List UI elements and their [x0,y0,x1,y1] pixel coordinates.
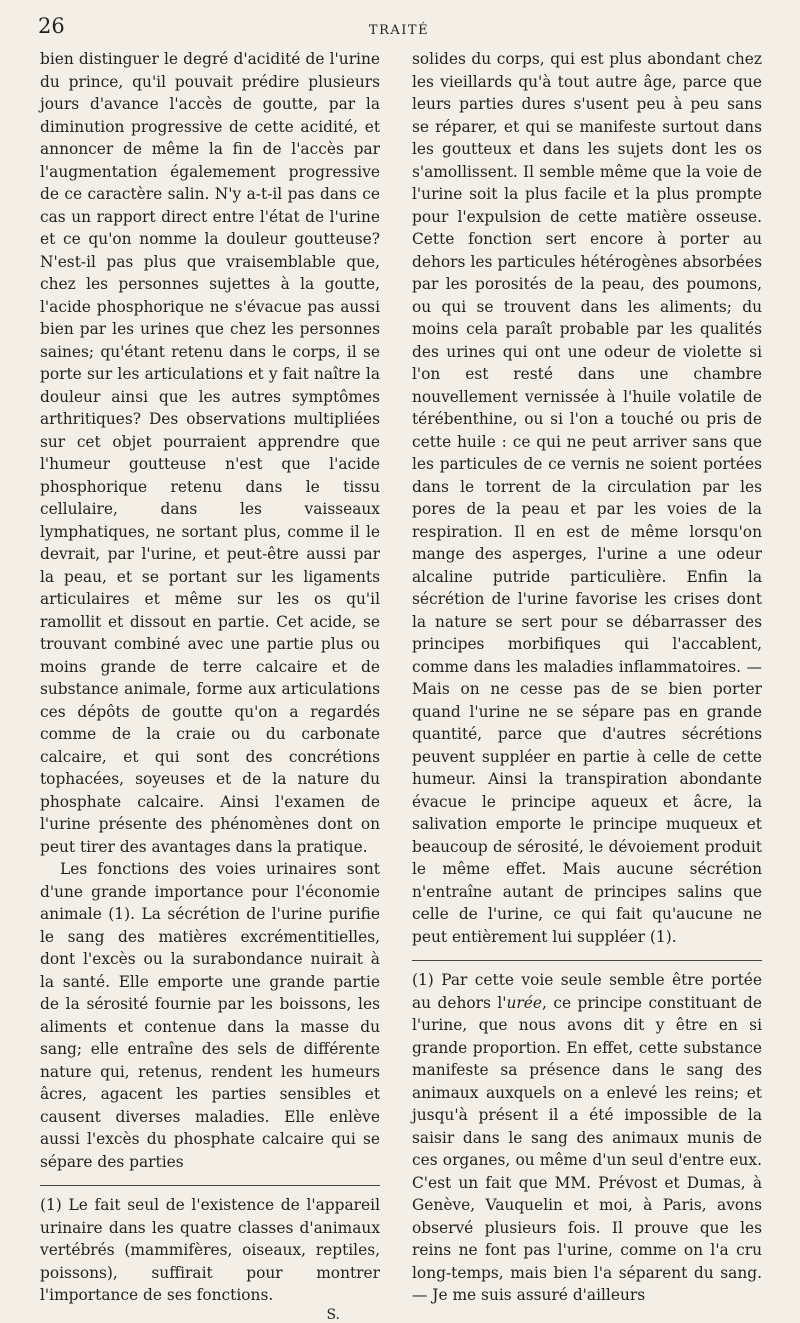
left-column [40,48,380,1323]
left-footnote: (1) Le fait seul de l'existence de l'appareil urinaire dans les quatre classes d'animaux vertébrés (mammifères, oiseaux, reptiles, poissons), suffirait pour montrer l'importance de ses fonctions. [40,1196,380,1304]
signature-mark: S. [326,1306,340,1323]
right-footnote [412,969,762,1307]
right-column [412,48,762,1307]
left-paragraph-1: bien distinguer le degré d'acidité de l'urine du prince, qu'il pouvait prédire plusieurs jours d'avance l'accès de goutte, par la diminution progressive de cette acidité, et annoncer de même la fin de l'accès par l'augmentation égalemement progressive de ce caractère salin. N'y a-t-il pas dans ce cas un rapport direct entre l'état de l'urine et ce qu'on nomme la douleur goutteuse? N'est-il pas plus que vraisemblable que, chez les personnes sujettes à la goutte, l'acide phosphorique ne s'évacue pas aussi bien par les urines que chez les personnes saines; qu'étant retenu dans le corps, il se porte sur les articulations et y fait naître la douleur ainsi que les autres symptômes arthritiques? Des observations multipliées sur cet objet pourraient apprendre que l'humeur goutteuse n'est que l'acide phosphorique retenu dans le tissu cellulaire, dans les vaisseaux lymphatiques, ne sortant plus, comme il le devrait, par l'urine, et peut-être aussi par la peau, et se portant sur les ligaments articulaires et même sur les os qu'il ramollit et dissout en partie. Cet acide, se trouvant combiné avec une partie plus ou moins grande de terre calcaire et de substance animale, forme aux articulations ces dépôts de goutte qu'on a regardés comme de la craie ou du carbonate calcaire, et qui sont des concrétions tophacées, soyeuses et de la nature du phosphate calcaire. Ainsi l'examen de l'urine présente des phénomènes dont on peut tirer des avantages dans la pratique. [40,50,380,856]
right-footnote-italic: urée [506,993,542,1012]
right-footnote-start: (1) Par cette voie seule semble être portée au dehors l' [412,971,762,1012]
left-paragraph-2: Les fonctions des voies urinaires sont d'une grande importance pour l'économie animale (1). La sécrétion de l'urine purifie le sang des matières excrémentitielles, dont l'excès ou la surabondance nuirait à la santé. Elle emporte une grande partie de la sérosité fournie par les boissons, les aliments et contenue dans la masse du sang; elle entraîne des sels de différente nature qui, retenus, rendent les humeurs âcres, agacent les parties sensibles et causent diverses maladies. Elle enlève aussi l'excès du phosphate calcaire qui se sépare des parties [40,860,380,1171]
running-head: TRAITÉ [368,23,430,38]
right-footnote-rest: , ce principe constituant de l'urine, que nous avons dit y être en si grande proportion. En effet, cette substance manifeste sa présence dans le sang des animaux auxquels on a enlevé les reins; et jusqu'à présent il a été impossible de la saisir dans le sang des animaux munis de ces organes, ou même d'un seul d'entre eux. C'est un fait que MM. Prévost et Dumas, à Genève, Vauquelin et moi, à Paris, avons observé plusieurs fois. Il prouve que les reins ne font pas l'urine, comme on l'a cru long-temps, mais bien l'a séparent du sang. — Je me suis assuré d'ailleurs [412,993,763,1304]
page-number: 26 [38,14,65,38]
footnote-separator [40,1185,380,1186]
footnote-separator [412,960,762,961]
right-paragraph-1: solides du corps, qui est plus abondant chez les vieillards qu'à tout autre âge, parce que leurs parties dures s'usent peu à peu sans se réparer, et qui se manifeste surtout dans les goutteux et dans les sujets dont les os s'amollissent. Il semble même que la voie de l'urine soit la plus facile et la plus prompte pour l'expulsion de cette matière osseuse. Cette fonction sert encore à porter au dehors les particules hétérogènes absorbées par les porosités de la peau, des poumons, ou qui se trouvent dans les aliments; du moins cela paraît probable par les qualités des urines qui ont une odeur de violette si l'on est resté dans une chambre nouvellement vernissée à l'huile volatile de térébenthine, ou si l'on a touché ou pris de cette huile : ce qui ne peut arriver sans que les particules de ce vernis ne soient portées dans le torrent de la circulation par les pores de la peau et par les voies de la respiration. Il en est de même lorsqu'on mange des asperges, l'urine a une odeur alcaline putride particulière. Enfin la sécrétion de l'urine favorise les crises dont la nature se sert pour se débarrasser des principes morbifiques qui l'accablent, comme dans les maladies inflammatoires. — Mais on ne cesse pas de se bien porter quand l'urine ne se sépare pas en grande quantité, parce que d'autres sécrétions peuvent suppléer en partie à celle de cette humeur. Ainsi la transpiration abondante évacue le principe aqueux et âcre, la salivation emporte le principe muqueux et beaucoup de sérosité, le dévoiement produit le même effet. Mais aucune sécrétion n'entraîne autant de principes salins que celle de l'urine, ce qui fait qu'aucune ne peut entièrement lui suppléer (1). [412,50,762,946]
page-header [38,14,760,50]
